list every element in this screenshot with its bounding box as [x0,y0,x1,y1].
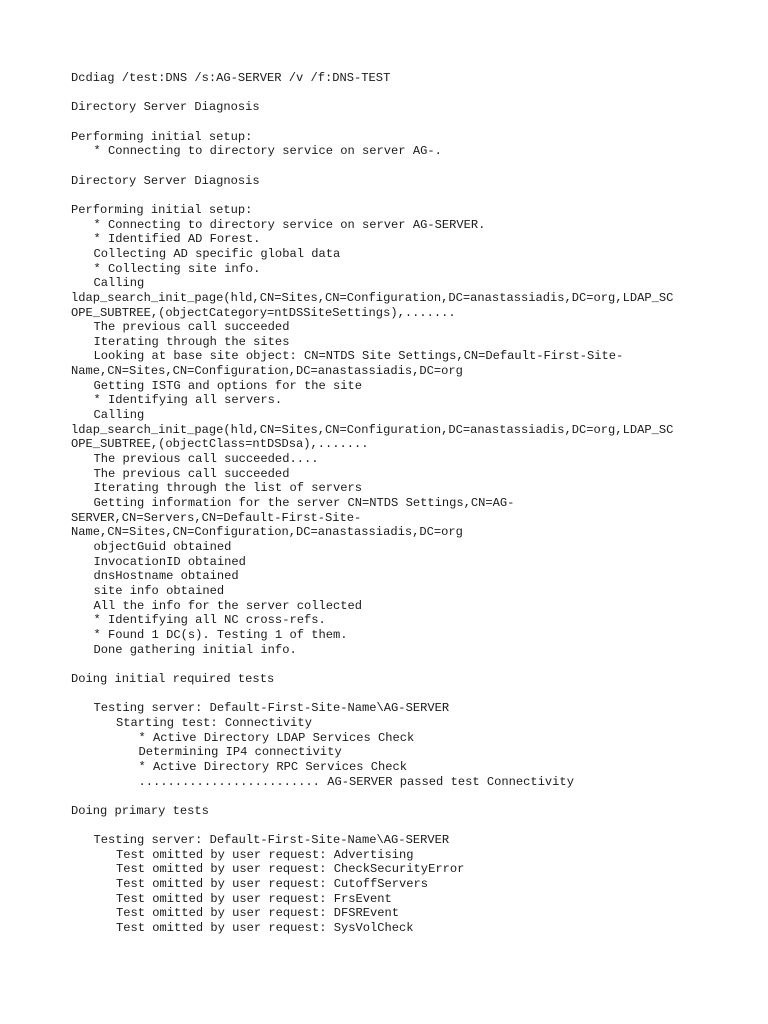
text-line: Performing initial setup: [71,202,253,217]
text-line: * Active Directory RPC Services Check [138,759,408,774]
text-line: Test omitted by user request: CheckSecurityError [116,862,465,877]
text-line: dnsHostname obtained [93,569,239,584]
text-line: Directory Server Diagnosis [71,173,260,188]
text-line: objectGuid obtained [93,540,232,554]
blank-line [71,159,711,174]
blank-line [71,86,711,101]
text-line: Calling [93,408,145,423]
text-line: Calling [93,276,145,291]
text-line: Performing initial setup: [71,129,253,144]
text-line: * Identified AD Forest. [93,232,261,247]
text-line: SERVER,CN=Servers,CN=Default-First-Site- [71,510,362,525]
blank-line [71,188,711,203]
text-line: * Identifying all NC cross-refs. [93,613,326,628]
text-line: ldap_search_init_page(hld,CN=Sites,CN=Configuration,DC=anastassiadis,DC=org,LDAP_SC [71,290,674,305]
text-line: Iterating through the list of servers [93,481,363,496]
text-line: * Collecting site info. [93,261,261,276]
text-line: site info obtained [93,583,225,598]
text-line: The previous call succeeded [93,320,290,335]
text-line: Testing server: Default-First-Site-Name\AG-SERVER [93,701,450,716]
document-body [71,71,711,936]
text-line: OPE_SUBTREE,(objectClass=ntDSDsa),....... [71,437,369,452]
text-line: Determining IP4 connectivity [138,745,342,760]
text-line: ldap_search_init_page(hld,CN=Sites,CN=Configuration,DC=anastassiadis,DC=org,LDAP_SC [71,422,674,437]
blank-line [71,789,711,804]
text-line: Test omitted by user request: Advertising [116,847,414,862]
text-line: * Connecting to directory service on server AG-. [93,144,442,159]
text-line: * Active Directory LDAP Services Check [138,730,415,745]
text-line: Test omitted by user request: CutoffServers [116,877,429,892]
text-line: Dcdiag /test:DNS /s:AG-SERVER /v /f:DNS-TEST [71,71,391,85]
blank-line [71,657,711,672]
text-line: Looking at base site object: CN=NTDS Site Settings,CN=Default-First-Site- [93,349,624,364]
text-line: Done gathering initial info. [93,642,297,657]
text-line: Name,CN=Sites,CN=Configuration,DC=anastassiadis,DC=org [71,525,463,540]
text-line: Doing primary tests [71,803,209,818]
text-line: Collecting AD specific global data [93,246,341,261]
text-line: * Found 1 DC(s). Testing 1 of them. [93,627,348,642]
blank-line [71,818,711,833]
document-page [71,71,711,936]
text-line: Name,CN=Sites,CN=Configuration,DC=anastassiadis,DC=org [71,364,463,379]
blank-line [71,115,711,130]
text-line: OPE_SUBTREE,(objectCategory=ntDSSiteSettings),....... [71,305,456,320]
text-line: Directory Server Diagnosis [71,100,260,115]
text-line: Starting test: Connectivity [116,715,312,730]
text-line: The previous call succeeded [93,466,290,481]
text-line: Iterating through the sites [93,334,290,349]
text-line: Getting information for the server CN=NTDS Settings,CN=AG- [93,496,515,511]
text-line: Testing server: Default-First-Site-Name\AG-SERVER [93,833,450,848]
text-line: InvocationID obtained [93,554,246,569]
text-line: ......................... AG-SERVER passed test Connectivity [138,774,574,789]
text-line: Test omitted by user request: SysVolCheck [116,921,414,936]
blank-line [71,687,711,702]
text-line: The previous call succeeded.... [93,452,319,467]
text-line: Test omitted by user request: FrsEvent [116,891,392,906]
text-line: Test omitted by user request: DFSREvent [116,906,400,921]
text-line: All the info for the server collected [93,598,363,613]
text-line: * Connecting to directory service on server AG-SERVER. [93,217,486,232]
text-line: Doing initial required tests [71,671,275,686]
text-line: Getting ISTG and options for the site [93,378,363,393]
text-line: * Identifying all servers. [93,393,283,408]
